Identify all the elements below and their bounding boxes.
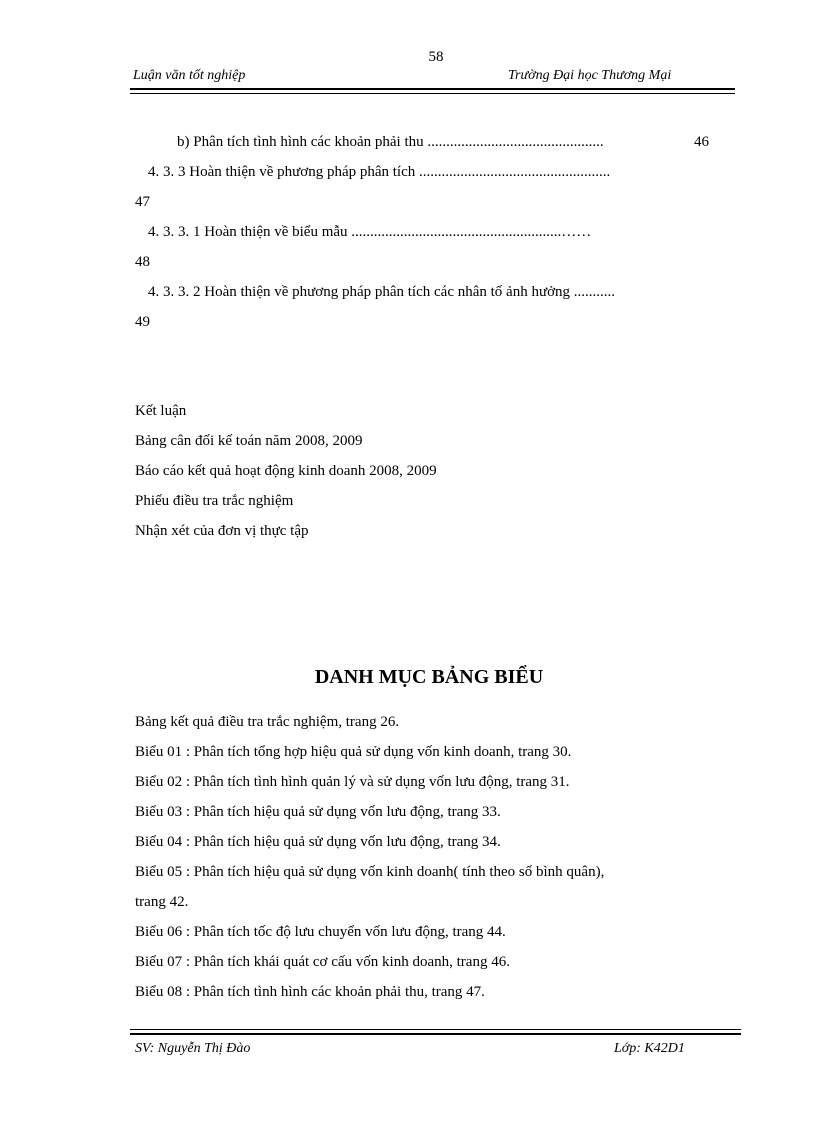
toc-entry-page: 46 <box>694 134 709 150</box>
footer-student-name: SV: Nguyễn Thị Đào <box>135 1041 251 1056</box>
toc-entry-page: 47 <box>135 194 150 210</box>
toc-entry-text: 4. 3. 3. 1 Hoàn thiện về biểu mẫu ........................................................…… <box>148 224 592 240</box>
footer-rule <box>130 1029 741 1035</box>
section-title: DANH MỤC BẢNG BIỂU <box>314 666 544 688</box>
header-rule <box>130 88 735 94</box>
toc-entry-page: 48 <box>135 254 150 270</box>
toc-entry-page: 49 <box>135 314 150 330</box>
table-list-item: Biểu 07 : Phân tích khái quát cơ cấu vốn kinh doanh, trang 46. <box>135 954 510 970</box>
toc-entry-text: 4. 3. 3 Hoàn thiện về phương pháp phân tích ................................................... <box>148 164 611 180</box>
page-number: 58 <box>428 49 444 65</box>
table-list-item: Biểu 03 : Phân tích hiệu quả sử dụng vốn lưu động, trang 33. <box>135 804 501 820</box>
footer-class: Lớp: K42D1 <box>614 1041 685 1056</box>
table-list-item: Biểu 04 : Phân tích hiệu quả sử dụng vốn lưu động, trang 34. <box>135 834 501 850</box>
table-list-item: Biểu 06 : Phân tích tốc độ lưu chuyển vốn lưu động, trang 44. <box>135 924 506 940</box>
toc-entry-text: 4. 3. 3. 2 Hoàn thiện về phương pháp phân tích các nhân tố ảnh hưởng ........... <box>148 284 616 300</box>
table-list-item-continuation: trang 42. <box>135 894 189 910</box>
table-list-item: Biểu 01 : Phân tích tổng hợp hiệu quả sử dụng vốn kinh doanh, trang 30. <box>135 744 572 760</box>
header-thesis-label: Luận văn tốt nghiệp <box>133 68 246 83</box>
table-list-item: Biểu 08 : Phân tích tình hình các khoản phải thu, trang 47. <box>135 984 485 1000</box>
appendix-item: Phiếu điều tra trắc nghiệm <box>135 493 294 509</box>
appendix-item: Kết luận <box>135 403 187 419</box>
appendix-item: Báo cáo kết quả hoạt động kinh doanh 2008, 2009 <box>135 463 437 479</box>
table-list-item: Biểu 02 : Phân tích tình hình quản lý và sử dụng vốn lưu động, trang 31. <box>135 774 570 790</box>
header-university: Trường Đại học Thương Mại <box>508 68 672 83</box>
toc-entry-text: b) Phân tích tình hình các khoản phải thu ............................................... <box>177 134 604 150</box>
table-list-item: Biểu 05 : Phân tích hiệu quả sử dụng vốn kinh doanh( tính theo số bình quân), <box>135 864 605 880</box>
appendix-item: Nhận xét của đơn vị thực tập <box>135 523 309 539</box>
appendix-item: Bảng cân đối kế toán năm 2008, 2009 <box>135 433 363 449</box>
table-list-item: Bảng kết quả điều tra trắc nghiệm, trang 26. <box>135 714 400 730</box>
